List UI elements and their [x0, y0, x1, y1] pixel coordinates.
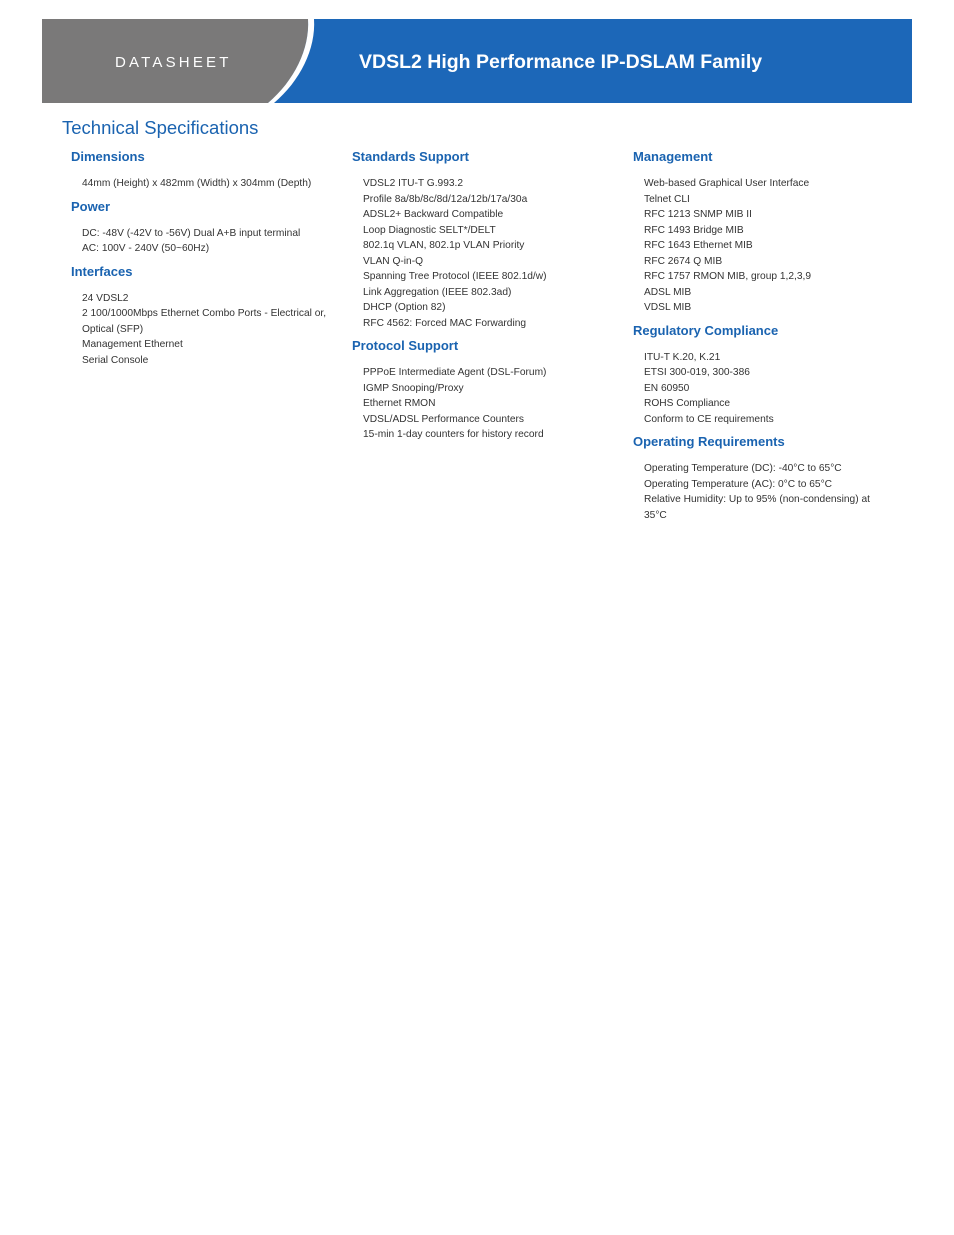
list-item: Spanning Tree Protocol (IEEE 802.1d/w)	[363, 271, 547, 282]
list-item: Web-based Graphical User Interface	[644, 178, 810, 189]
list-item: ADSL MIB	[644, 286, 692, 298]
list-item: ROHS Compliance	[644, 398, 731, 409]
list-item: VLAN Q-in-Q	[363, 255, 424, 267]
section-heading-protocol-support: Protocol Support	[352, 338, 459, 353]
list-item: VDSL/ADSL Performance Counters	[363, 413, 524, 425]
list-item: 802.1q VLAN, 802.1p VLAN Priority	[363, 240, 525, 251]
list-item: RFC 2674 Q MIB	[644, 255, 723, 267]
list-item: RFC 1643 Ethernet MIB	[644, 240, 753, 251]
list-item: RFC 1493 Bridge MIB	[644, 224, 744, 236]
section-heading-management: Management	[633, 149, 713, 164]
section-list-regulatory-compliance	[644, 350, 893, 428]
list-item: DC: -48V (-42V to -56V) Dual A+B input terminal	[82, 227, 301, 239]
spec-column-2	[352, 149, 612, 450]
section-list-standards-support	[363, 176, 612, 331]
list-item: Serial Console	[82, 354, 149, 366]
list-item: Operating Temperature (AC): 0°C to 65°C	[644, 478, 833, 490]
page-title: Technical Specifications	[62, 117, 259, 138]
list-item: Relative Humidity: Up to 95% (non-condensing) at 35°C	[644, 494, 870, 521]
list-item: IGMP Snooping/Proxy	[363, 382, 464, 394]
list-item: EN 60950	[644, 382, 690, 394]
list-item: 44mm (Height) x 482mm (Width) x 304mm (Depth)	[82, 178, 312, 189]
section-heading-interfaces: Interfaces	[71, 263, 133, 279]
spec-column-1	[71, 149, 331, 375]
section-heading-dimensions: Dimensions	[71, 149, 145, 164]
list-item: Ethernet RMON	[363, 398, 436, 409]
list-item: VDSL2 ITU-T G.993.2	[363, 178, 464, 189]
list-item: ETSI 300-019, 300-386	[644, 367, 750, 378]
list-item: Conform to CE requirements	[644, 413, 774, 425]
section-list-protocol-support	[363, 365, 612, 443]
list-item: RFC 1213 SNMP MIB II	[644, 209, 752, 220]
document-title: VDSL2 High Performance IP-DSLAM Family	[359, 51, 763, 73]
section-list-power	[82, 226, 331, 257]
section-heading-regulatory-compliance: Regulatory Compliance	[633, 322, 779, 338]
list-item: Link Aggregation (IEEE 802.3ad)	[363, 286, 512, 298]
section-list-interfaces	[82, 291, 331, 369]
list-item: RFC 1757 RMON MIB, group 1,2,3,9	[644, 271, 812, 282]
list-item: VDSL MIB	[644, 302, 692, 313]
list-item: 24 VDSL2	[82, 292, 129, 304]
section-list-management	[644, 176, 893, 316]
list-item: ADSL2+ Backward Compatible	[363, 209, 504, 220]
list-item: Management Ethernet	[82, 339, 183, 350]
section-list-operating-requirements	[644, 461, 893, 523]
section-heading-power: Power	[71, 198, 111, 214]
list-item: ITU-T K.20, K.21	[644, 351, 721, 363]
list-item: DHCP (Option 82)	[363, 302, 446, 313]
section-list-dimensions	[82, 176, 331, 192]
list-item: Loop Diagnostic SELT*/DELT	[363, 224, 496, 236]
section-heading-operating-requirements: Operating Requirements	[633, 434, 785, 449]
datasheet-header-banner	[42, 19, 912, 103]
list-item: 15-min 1-day counters for history record	[363, 429, 544, 440]
list-item: Telnet CLI	[644, 193, 690, 205]
list-item: Operating Temperature (DC): -40°C to 65°C	[644, 463, 842, 474]
list-item: AC: 100V - 240V (50~60Hz)	[82, 243, 210, 254]
list-item: 2 100/1000Mbps Ethernet Combo Ports - Electrical or, Optical (SFP)	[82, 308, 327, 335]
list-item: Profile 8a/8b/8c/8d/12a/12b/17a/30a	[363, 193, 528, 205]
spec-column-3	[633, 149, 893, 530]
list-item: RFC 4562: Forced MAC Forwarding	[363, 317, 527, 329]
datasheet-label: DATASHEET	[115, 54, 232, 71]
list-item: PPPoE Intermediate Agent (DSL-Forum)	[363, 367, 547, 378]
section-heading-standards-support: Standards Support	[352, 149, 470, 164]
